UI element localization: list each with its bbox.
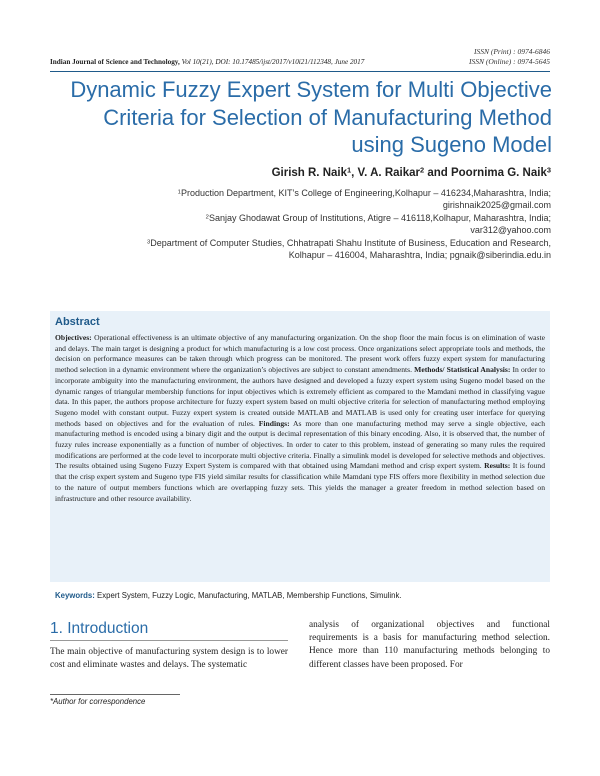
abstract-body: [55, 333, 545, 504]
results-label: Results:: [484, 461, 511, 471]
header-rule: [50, 71, 550, 72]
author-2: V. A. Raikar: [357, 167, 420, 179]
introduction-left-column: The main objective of manufacturing system design is to lower cost and eliminate wastes and delays. The systematic: [50, 647, 288, 671]
keywords-line: [55, 591, 402, 600]
affiliation-2-email[interactable]: var312@yahoo.com: [470, 225, 551, 236]
author-separator-2: and: [424, 167, 451, 179]
paper-title: Dynamic Fuzzy Expert System for Multi Objective Criteria for Selection of Manufacturing Method using Sugeno Model: [70, 77, 552, 157]
affiliation-2-line1: Sanjay Ghodawat Group of Institutions, Atigre – 416118,Kolhapur, Maharashtra, India;: [208, 213, 551, 223]
affiliation-1: [178, 187, 551, 211]
affiliation-3-line1: Department of Computer Studies, Chhatrapati Shahu Institute of Business, Education and Research,: [150, 238, 551, 248]
findings-text: As more than one manufacturing method may serve a single objective, each manufacturing method is encoded using a binary digit and the output is decimal representation of this binary encoding. Also, it is observed that, the number of fuzzy rules increase exponentially as a function of number of objectives. In order to cater to this problem, instead of generating so many rules the required modifications are performed at the code level to incorporate multi objective criteria. Finally a simulink model is developed for selective methods and objectives. The results obtained using Sugeno Fuzzy Expert System is compared with that obtained using Mamdani method and crisp expert system.: [55, 418, 545, 471]
results-text: It is found that the crisp expert system and Sugeno type FIS yield similar results for classification while Mamdani type FIS offers more flexibility in method selection due to the nature of output members functions which are overlapping fuzzy sets. This yields the manager a greater freedom in method selection based on infrastructure and other resource availability.: [55, 461, 545, 503]
author-1-sup: 1: [347, 165, 352, 175]
objectives-text: Operational effectiveness is an ultimate objective of any manufacturing organization. On the shop floor the main focus is on elimination of waste and delays. The main target is designing a product for which manufacturing is a low cost process. Once organizations select appropriate tools and methods, the decision on performance measures can be taken through which progress can be monitored. The present work offers fuzzy expert system for manufacturing method selection in a dynamic environment where the organization’s objectives are subject to constant amendments.: [55, 333, 545, 375]
footnote: *Author for correspondence: [50, 697, 146, 706]
introduction-right-column: analysis of organizational objectives and functional requirements is a basis for manufacturing method selection. Hence more than 110 manufacturing methods belonging to different classes have been proposed. For: [309, 620, 550, 670]
issn-print: ISSN (Print) : 0974-6846: [473, 47, 550, 56]
author-line: [272, 167, 551, 179]
affiliation-3-sup: 3: [147, 239, 151, 246]
journal-citation: Vol 10(21), DOI: 10.17485/ijst/2017/v10i21/112348, June 2017: [181, 58, 365, 66]
issn-online: ISSN (Online) : 0974-5645: [468, 57, 550, 66]
methods-text: In order to incorporate ambiguity into the manufacturing environment, the authors have designed and developed a fuzzy expert system using Sugeno model based on the dynamic ranges of triangular membership functions for input objectives which is extremely efficient as compared to the Mamdani method in classifying vague data. In this paper, the authors propose architecture for fuzzy expert system based on multi objective criteria for selection of manufacturing method employing Sugeno model with constant output. Fuzzy expert system is created outside MATLAB and MATLAB is used only for creating user interface for querying methods based on objectives and for the evaluation of rules.: [55, 365, 545, 428]
section-heading-introduction: 1. Introduction: [50, 620, 149, 637]
affiliation-1-email[interactable]: girishnaik2025@gmail.com: [442, 200, 551, 211]
author-separator-1: ,: [351, 167, 358, 179]
abstract-heading: Abstract: [55, 316, 100, 328]
keywords-text: Expert System, Fuzzy Logic, Manufacturing, MATLAB, Membership Functions, Simulink.: [94, 591, 402, 600]
affiliation-1-sup: 1: [177, 189, 181, 196]
journal-name: Indian Journal of Science and Technology,: [50, 58, 180, 66]
methods-label: Methods/ Statistical Analysis:: [414, 365, 511, 375]
affiliation-2-sup: 2: [205, 214, 209, 221]
affiliation-1-line1: Production Department, KIT’s College of Engineering,Kolhapur – 416234,Maharashtra, India;: [180, 188, 551, 198]
objectives-label: Objectives:: [55, 333, 92, 342]
issn-block: [469, 47, 550, 67]
author-2-sup: 2: [419, 165, 425, 175]
affiliation-2: [206, 212, 551, 236]
affiliation-3: [147, 237, 551, 261]
section-rule: [50, 640, 288, 641]
author-1: Girish R. Naik: [271, 167, 347, 179]
findings-label: Findings:: [258, 418, 290, 428]
affiliation-3-line2: Kolhapur – 416004, Maharashtra, India; pgnaik@siberindia.edu.in: [288, 250, 551, 261]
author-3-sup: 3: [546, 165, 551, 175]
keywords-label: Keywords:: [55, 591, 95, 600]
footnote-rule: [50, 694, 180, 695]
journal-citation-line: [50, 58, 364, 66]
author-3: Poornima G. Naik: [450, 167, 547, 179]
